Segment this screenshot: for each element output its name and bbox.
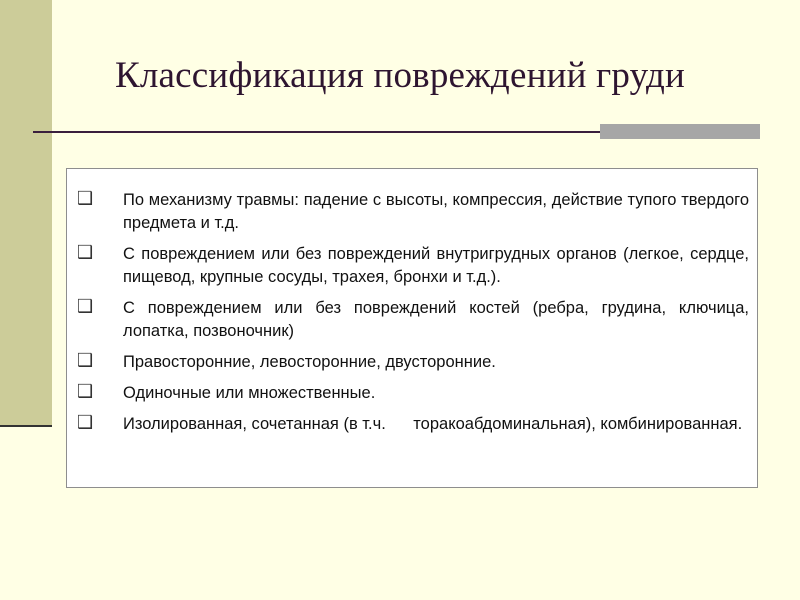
bullet-item: [67, 297, 757, 343]
bullet-item: [67, 189, 757, 235]
bullet-text: Правосторонние, левосторонние, двусторонние.: [123, 353, 496, 371]
slide-title: Классификация повреждений груди: [114, 55, 686, 96]
bullet-item: [67, 382, 757, 405]
bullet-text: С повреждением или без повреждений костей (ребра, грудина, ключица, лопатка, позвоночник): [123, 299, 749, 340]
checkbox-bullet-icon: ❑: [77, 188, 94, 209]
checkbox-bullet-icon: ❑: [77, 242, 94, 263]
bullet-text: С повреждением или без повреждений внутригрудных органов (легкое, сердце, пищевод, крупные сосуды, трахея, бронхи и т.д.).: [123, 245, 749, 286]
checkbox-bullet-icon: ❑: [77, 296, 94, 317]
content-box: [66, 168, 758, 488]
bullet-item: [67, 413, 757, 436]
checkbox-bullet-icon: ❑: [77, 350, 94, 371]
bullet-list: [67, 189, 757, 444]
checkbox-bullet-icon: ❑: [77, 412, 94, 433]
bullet-text: По механизму травмы: падение с высоты, компрессия, действие тупого твердого предмета и т.д.: [123, 191, 749, 232]
title-divider-accent: [600, 124, 760, 139]
left-bar-underline: [0, 425, 52, 427]
bullet-item: [67, 351, 757, 374]
bullet-item: [67, 243, 757, 289]
bullet-text: Изолированная, сочетанная (в т.ч. торакоабдоминальная), комбинированная.: [123, 415, 743, 433]
checkbox-bullet-icon: ❑: [77, 381, 94, 402]
bullet-text: Одиночные или множественные.: [123, 384, 376, 402]
